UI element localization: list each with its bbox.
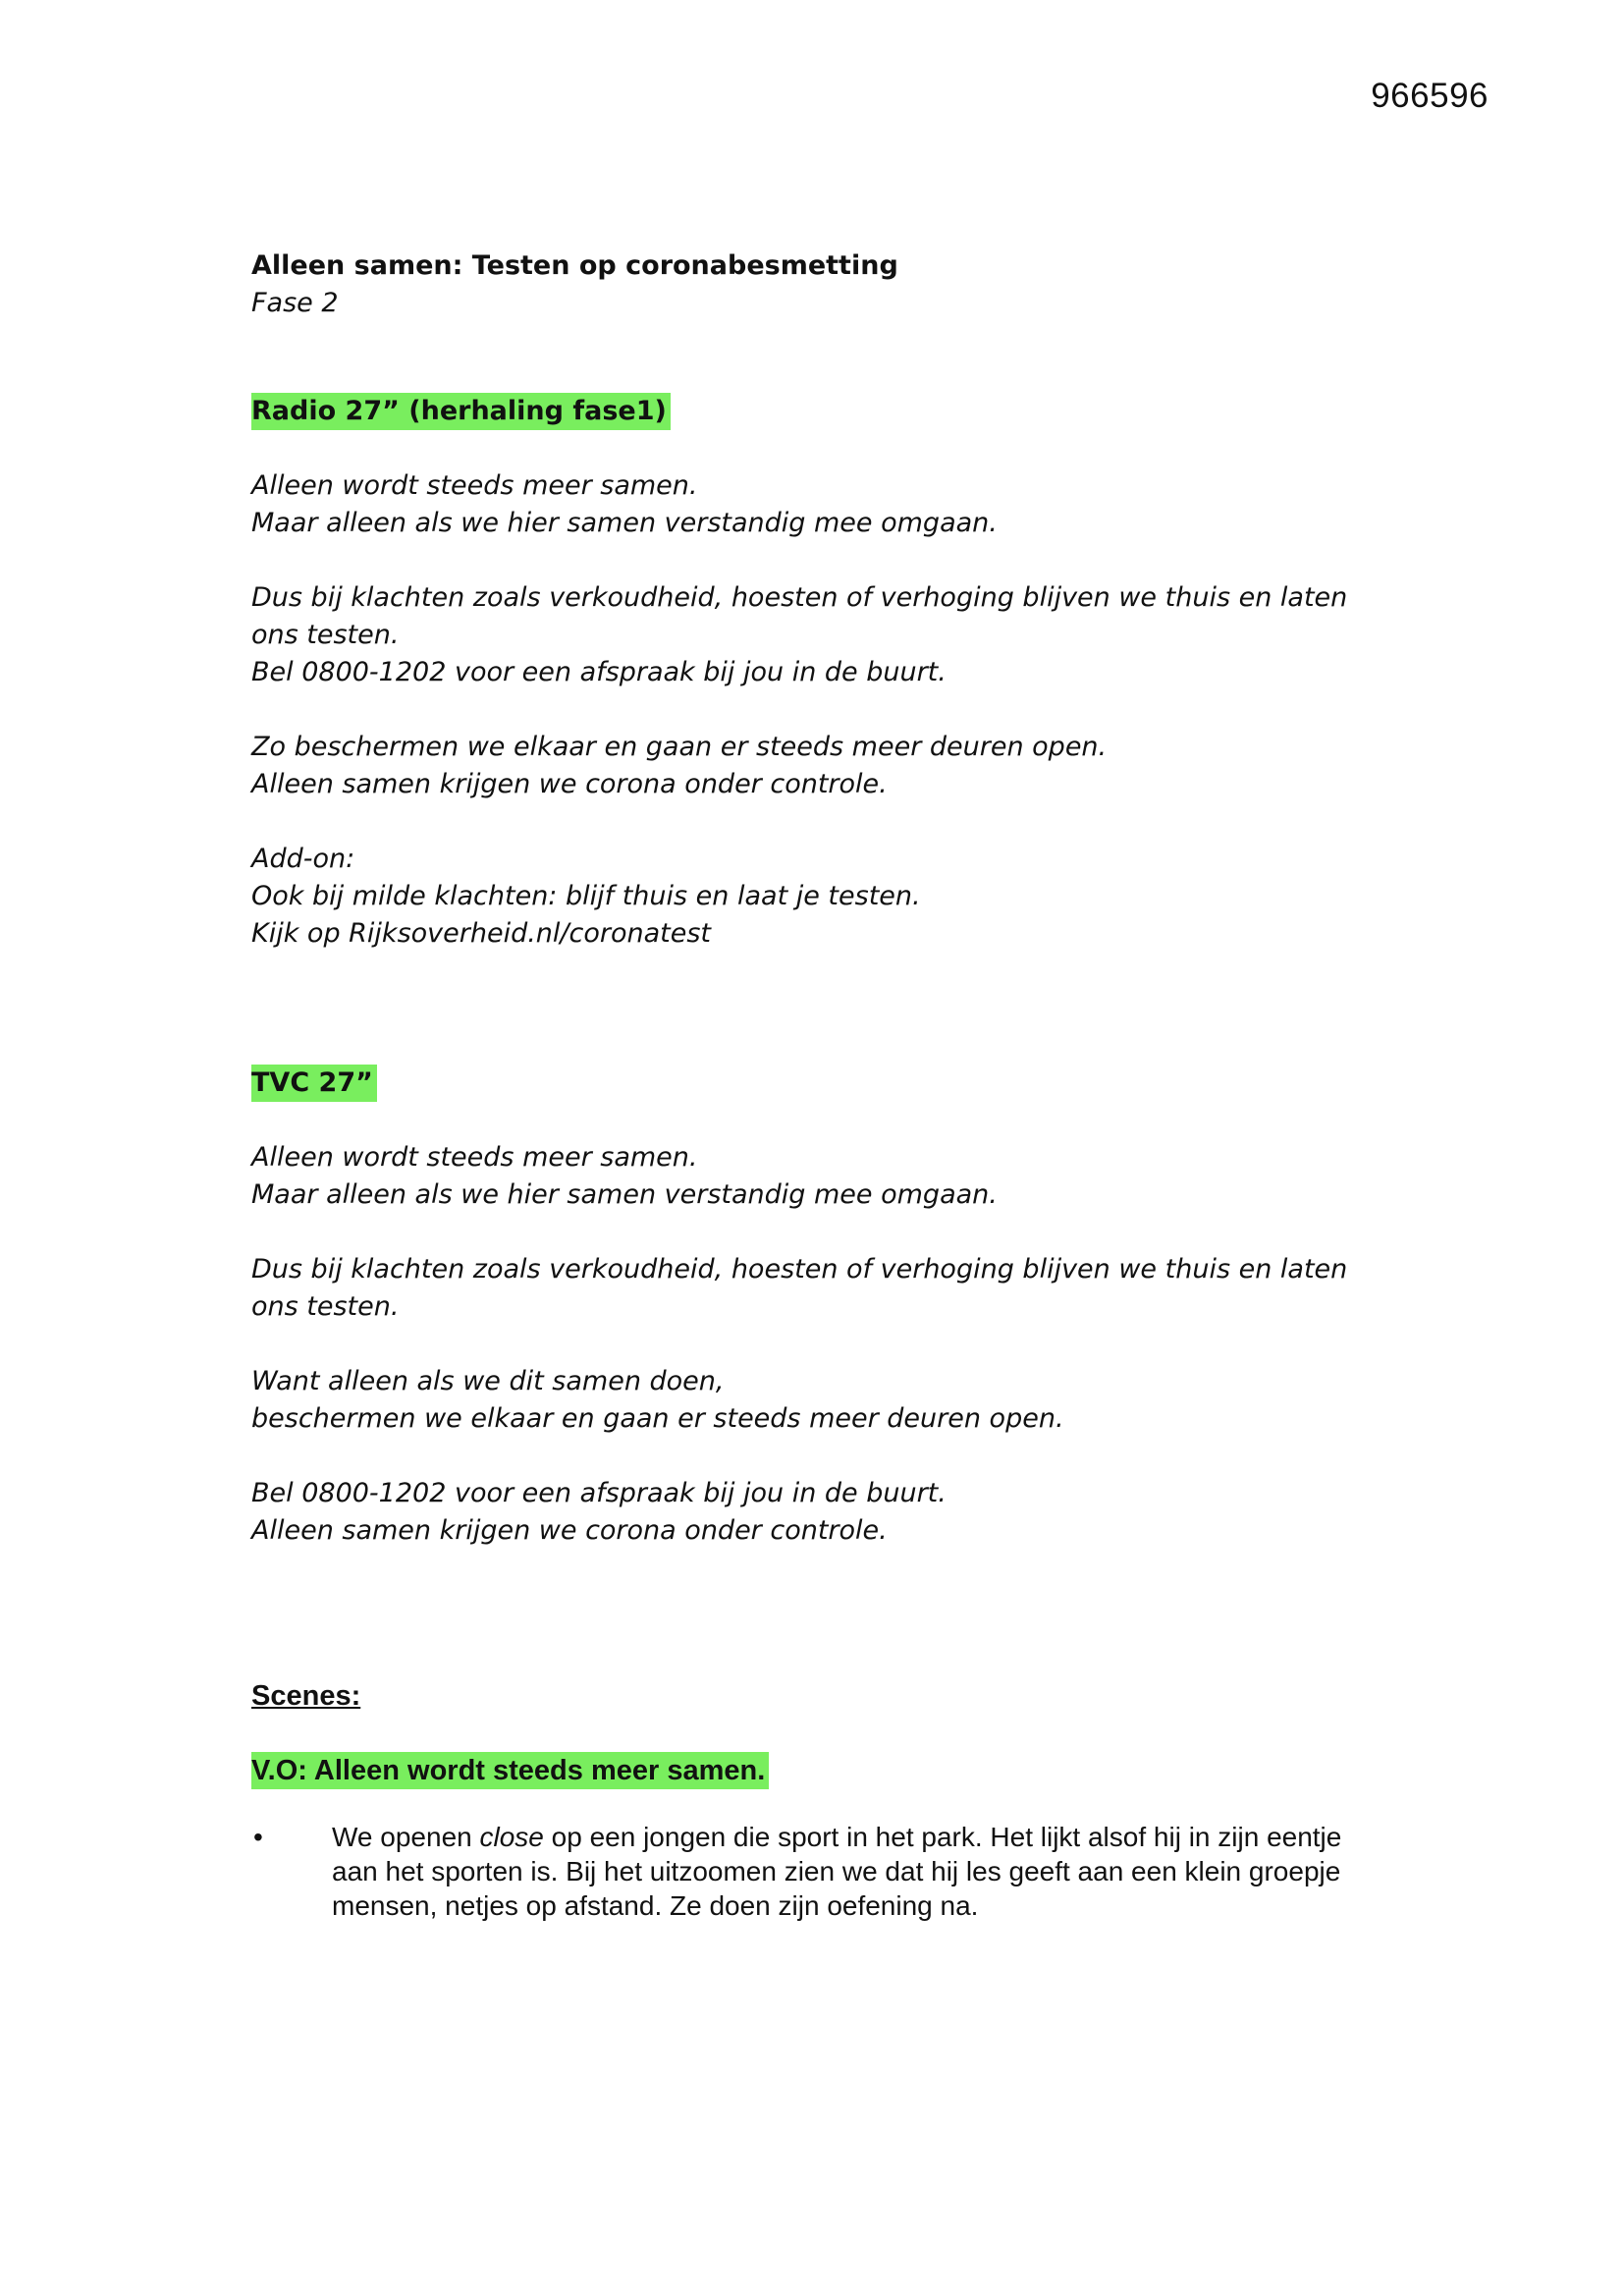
script-line: Dus bij klachten zoals verkoudheid, hoesten of verhoging blijven we thuis en laten ons testen.	[251, 582, 1348, 650]
scene-text-italic: close	[479, 1822, 544, 1852]
scene-text-part: op een jongen die sport in het park. Het lijkt alsof hij in zijn eentje aan het sporten is. Bij het uitzoomen zien we dat hij les geeft aan een klein groepje mensen, netjes op afstand. Ze doen zijn oefening na.	[332, 1822, 1342, 1921]
list-item	[251, 1820, 1390, 1923]
script-line: Alleen wordt steeds meer samen.	[251, 1142, 698, 1173]
scene-text-part: We openen	[332, 1822, 480, 1852]
tvc-paragraph-4	[251, 1475, 1390, 1550]
document-body	[251, 247, 1390, 1923]
tvc-heading-highlight: TVC 27”	[251, 1065, 377, 1102]
script-line: Alleen wordt steeds meer samen.	[251, 470, 698, 501]
tvc-paragraph-2	[251, 1251, 1390, 1326]
script-line: Add-on:	[251, 844, 355, 874]
script-line: Maar alleen als we hier samen verstandig mee omgaan.	[251, 508, 998, 538]
radio-heading-highlight: Radio 27” (herhaling fase1)	[251, 393, 671, 430]
script-line: Zo beschermen we elkaar en gaan er steeds meer deuren open.	[251, 732, 1108, 762]
script-line: Alleen samen krijgen we corona onder controle.	[251, 769, 888, 799]
script-line: beschermen we elkaar en gaan er steeds meer deuren open.	[251, 1403, 1064, 1434]
tvc-paragraph-1	[251, 1139, 1390, 1214]
script-line: Alleen samen krijgen we corona onder controle.	[251, 1515, 888, 1546]
scene-list	[251, 1820, 1390, 1923]
radio-add-on	[251, 841, 1390, 953]
radio-paragraph-2	[251, 579, 1390, 691]
tvc-paragraph-3	[251, 1363, 1390, 1438]
script-line: Bel 0800-1202 voor een afspraak bij jou in de buurt.	[251, 1478, 947, 1508]
script-line: Bel 0800-1202 voor een afspraak bij jou in de buurt.	[251, 657, 947, 687]
radio-heading	[251, 393, 1390, 430]
page-number: 966596	[1371, 77, 1489, 115]
script-line: Maar alleen als we hier samen verstandig mee omgaan.	[251, 1179, 998, 1210]
bullet-icon: •	[253, 1822, 263, 1852]
script-line: Want alleen als we dit samen doen,	[251, 1366, 725, 1396]
tvc-heading	[251, 1065, 1390, 1102]
script-line: Dus bij klachten zoals verkoudheid, hoesten of verhoging blijven we thuis en laten ons testen.	[251, 1254, 1348, 1322]
script-line: Ook bij milde klachten: blijf thuis en laat je testen.	[251, 881, 921, 911]
radio-paragraph-1	[251, 467, 1390, 542]
scene-vo-heading	[251, 1752, 1390, 1790]
radio-paragraph-3	[251, 729, 1390, 803]
document-title: Alleen samen: Testen op coronabesmetting	[251, 250, 898, 281]
scene-description	[332, 1820, 1373, 1923]
scene-vo-highlight: V.O: Alleen wordt steeds meer samen.	[251, 1752, 769, 1789]
document-subtitle: Fase 2	[251, 288, 339, 318]
scenes-label: Scenes:	[251, 1680, 361, 1712]
script-line: Kijk op Rijksoverheid.nl/coronatest	[251, 918, 711, 949]
